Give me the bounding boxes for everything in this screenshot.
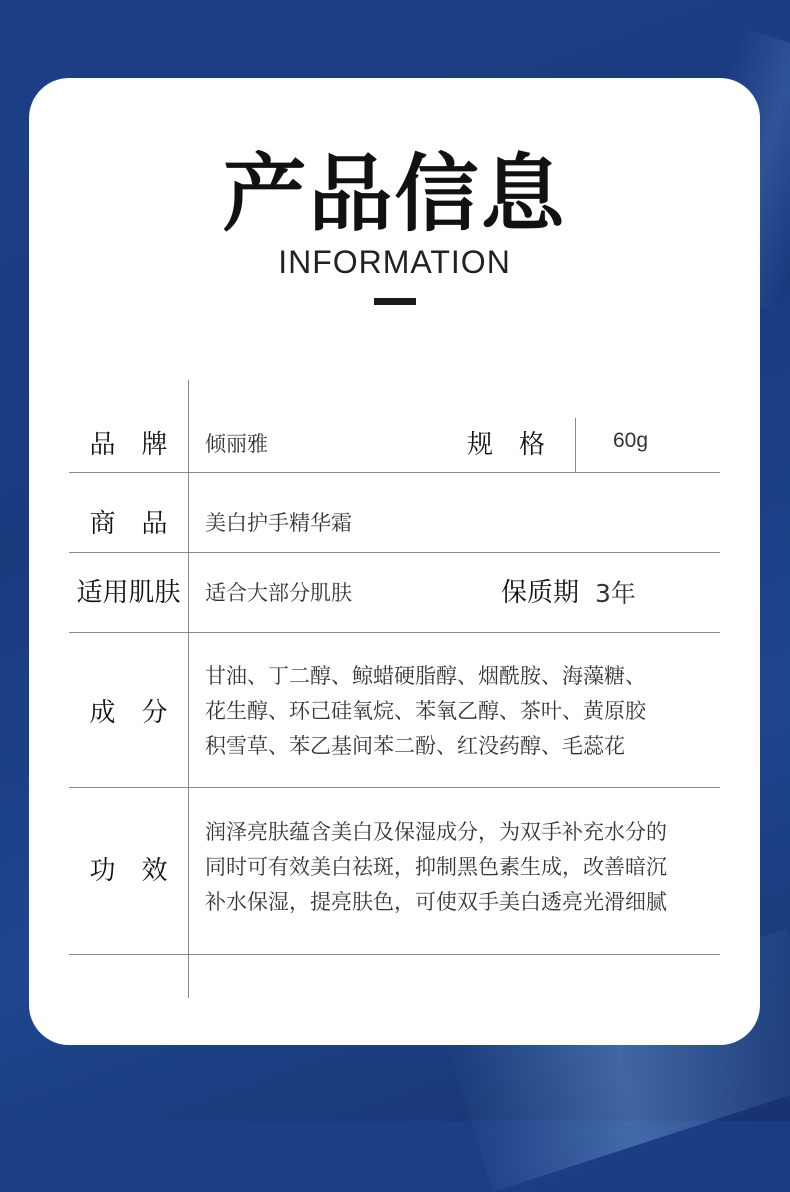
info-card: [29, 78, 760, 1045]
brand-label: 品 牌: [89, 430, 168, 460]
skin-label: 适用肌肤: [76, 578, 181, 608]
table-row-divider: [69, 954, 720, 955]
table-row-divider: [69, 552, 720, 553]
ingredients-line: 花生醇、环己硅氧烷、苯氧乙醇、茶叶、黄原胶: [205, 699, 646, 723]
ingredients-label: 成 分: [89, 698, 168, 728]
brand-value: 倾丽雅: [205, 432, 268, 456]
shelf-life-label: 保质期: [501, 578, 580, 608]
spec-value: 60g: [613, 429, 649, 452]
skin-value: 适合大部分肌肤: [205, 581, 352, 605]
table-row-divider: [69, 632, 720, 633]
ingredients-value: [205, 659, 646, 764]
product-label: 商 品: [89, 509, 168, 539]
ingredients-line: 积雪草、苯乙基间苯二酚、红没药醇、毛蕊花: [205, 734, 625, 758]
effect-line: 同时可有效美白祛斑，抑制黑色素生成，改善暗沉: [205, 855, 667, 879]
title-underline: [374, 298, 416, 305]
effect-value: [205, 815, 667, 920]
ingredients-line: 甘油、丁二醇、鲸蜡硬脂醇、烟酰胺、海藻糖、: [205, 664, 646, 688]
page-title: 产品信息: [222, 145, 567, 243]
table-row-divider: [69, 787, 720, 788]
table-row-divider: [69, 472, 720, 473]
spec-vertical-divider: [575, 418, 576, 472]
effect-line: 润泽亮肤蕴含美白及保湿成分，为双手补充水分的: [205, 820, 667, 844]
product-value: 美白护手精华霜: [205, 511, 352, 535]
shelf-life-value: 3年: [595, 579, 636, 608]
effect-line: 补水保湿，提亮肤色，可使双手美白透亮光滑细腻: [205, 890, 667, 914]
effect-label: 功 效: [89, 856, 168, 886]
page-subtitle: INFORMATION: [278, 244, 511, 280]
spec-label: 规 格: [467, 430, 546, 460]
